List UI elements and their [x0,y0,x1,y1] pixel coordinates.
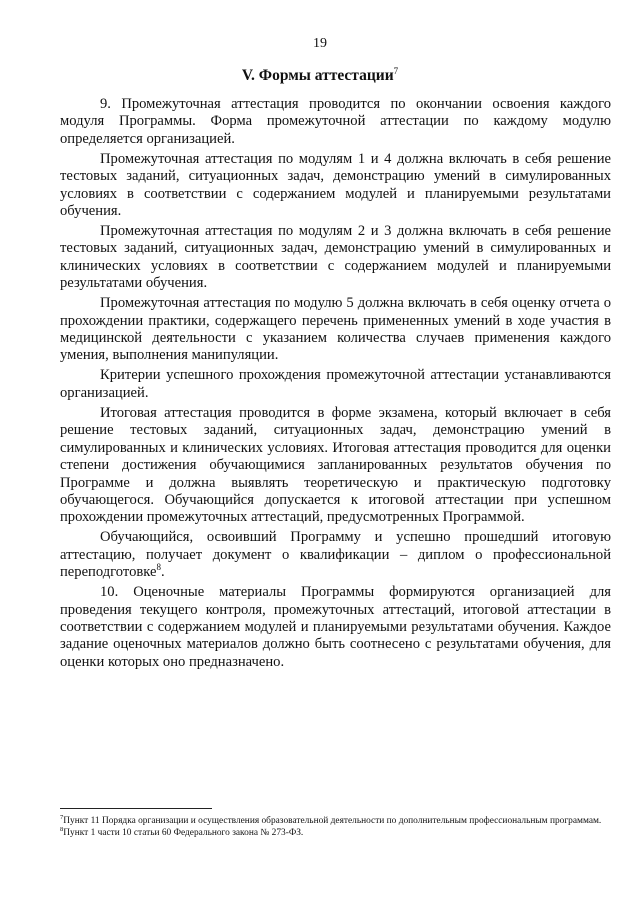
footnote-7-number: 7 [60,813,64,821]
paragraph-final-attestation: Итоговая аттестация проводится в форме экзамена, который включает в себя решение тестовых заданий, ситуационных задач, демонстрацию умений в симулированных и клинических условиях. Итоговая аттестация проводится для оценки степени достижения обучающимися запланированных результатов обучения по Программе и должна выявлять теоретическую и практическую подготовку обучающегося. Обучающийся допускается к итоговой аттестации при успешном прохождении промежуточных аттестаций, предусмотренных Программой. [60,404,611,526]
paragraph-9: 9. Промежуточная аттестация проводится по окончании освоения каждого модуля Программы. Форма промежуточной аттестации по каждому модулю определяется организацией. [60,96,611,147]
paragraph-10: 10. Оценочные материалы Программы формируются организацией для проведения текущего контроля, промежуточных аттестаций, итоговой аттестации в соответствии с содержанием модулей и планируемыми результатами обучения. Каждое задание оценочных материалов должно быть соотнесено с результатами обучения, для оценки которых оно предназначено. [60,584,611,670]
footnote-7 [60,815,611,827]
footnote-8-text: Пункт 1 части 10 статьи 60 Федерального закона № 273-ФЗ. [63,828,304,838]
heading-footnote-ref: 7 [393,66,399,76]
footnote-8-number: 8 [60,825,64,833]
footnote-7-text: Пункт 11 Порядка организации и осуществления образовательной деятельности по дополнительным профессиональным программам. [63,816,602,826]
section-heading [0,66,640,85]
paragraph-diploma-end: . [160,564,165,581]
paragraph-diploma [60,529,611,581]
section-heading-text: V. Формы аттестации [241,67,394,85]
paragraph-modules-1-4: Промежуточная аттестация по модулям 1 и 4 должна включать в себя решение тестовых заданий, ситуационных задач, демонстрацию умений в симулированных условиях в соответствии с содержанием модулей и планируемыми результатами обучения. [60,150,611,220]
paragraph-diploma-footnote-ref: 8 [156,562,161,573]
paragraph-modules-2-3: Промежуточная аттестация по модулям 2 и 3 должна включать в себя решение тестовых заданий, ситуационных задач, демонстрацию умений в симулированных и клинических условиях в соответствии с содержанием модулей и планируемыми результатами обучения. [60,223,611,292]
body-text [60,96,611,674]
paragraph-criteria: Критерии успешного прохождения промежуточной аттестации устанавливаются организацией. [60,367,611,401]
paragraph-diploma-text: Обучающийся, освоивший Программу и успешно прошедший итоговую аттестацию, получает документ о квалификации – диплом о профессиональной переподготовке [60,529,611,581]
paragraph-module-5: Промежуточная аттестация по модулю 5 должна включать в себя оценку отчета о прохождении практики, содержащего перечень примененных умений в ходе участия в медицинской деятельности с указанием количества случаев применения каждого умения, выполнения манипуляции. [60,295,611,364]
page-number: 19 [313,36,327,51]
footnotes [60,815,611,839]
footnote-8 [60,827,611,839]
footnote-divider [60,808,212,809]
